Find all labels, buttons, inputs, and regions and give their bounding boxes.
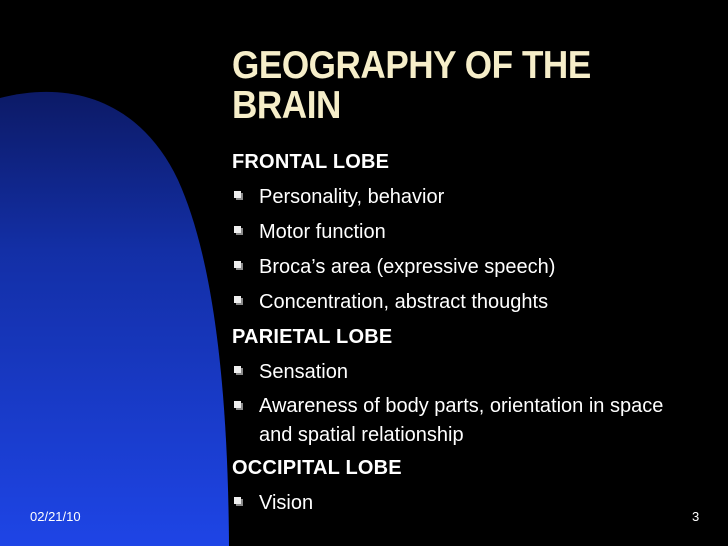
bullet-text: Vision [259, 492, 314, 514]
list-item [232, 185, 702, 209]
footer-date: 02/21/10 [30, 509, 81, 524]
list-item [232, 290, 702, 314]
square-bullet-icon [234, 261, 245, 272]
section-heading-frontal-lobe: FRONTAL LOBE [232, 151, 390, 173]
bullet-text: Concentration, abstract thoughts [259, 291, 549, 313]
section-heading-parietal-lobe: PARIETAL LOBE [232, 326, 393, 348]
square-bullet-icon [234, 226, 245, 237]
list-item [232, 491, 702, 515]
section-heading-occipital-lobe: OCCIPITAL LOBE [232, 457, 402, 479]
bullet-text: Personality, behavior [259, 186, 445, 208]
square-bullet-icon [234, 296, 245, 307]
square-bullet-icon [234, 497, 245, 508]
bullet-text: Awareness of body parts, orientation in space and spatial relationship [259, 395, 664, 446]
list-item [232, 360, 702, 384]
slide-content [232, 150, 702, 526]
list-item [232, 392, 702, 450]
slide-title: GEOGRAPHY OF THE BRAIN [232, 44, 591, 127]
parietal-lobe-list [232, 360, 702, 450]
frontal-lobe-list [232, 185, 702, 314]
occipital-lobe-list [232, 491, 702, 515]
list-item [232, 255, 702, 279]
square-bullet-icon [234, 366, 245, 377]
bullet-text: Motor function [259, 221, 386, 243]
page-number: 3 [692, 509, 700, 524]
square-bullet-icon [234, 401, 245, 412]
bullet-text: Broca’s area (expressive speech) [259, 256, 556, 278]
list-item [232, 220, 702, 244]
square-bullet-icon [234, 191, 245, 202]
bullet-text: Sensation [259, 361, 348, 383]
